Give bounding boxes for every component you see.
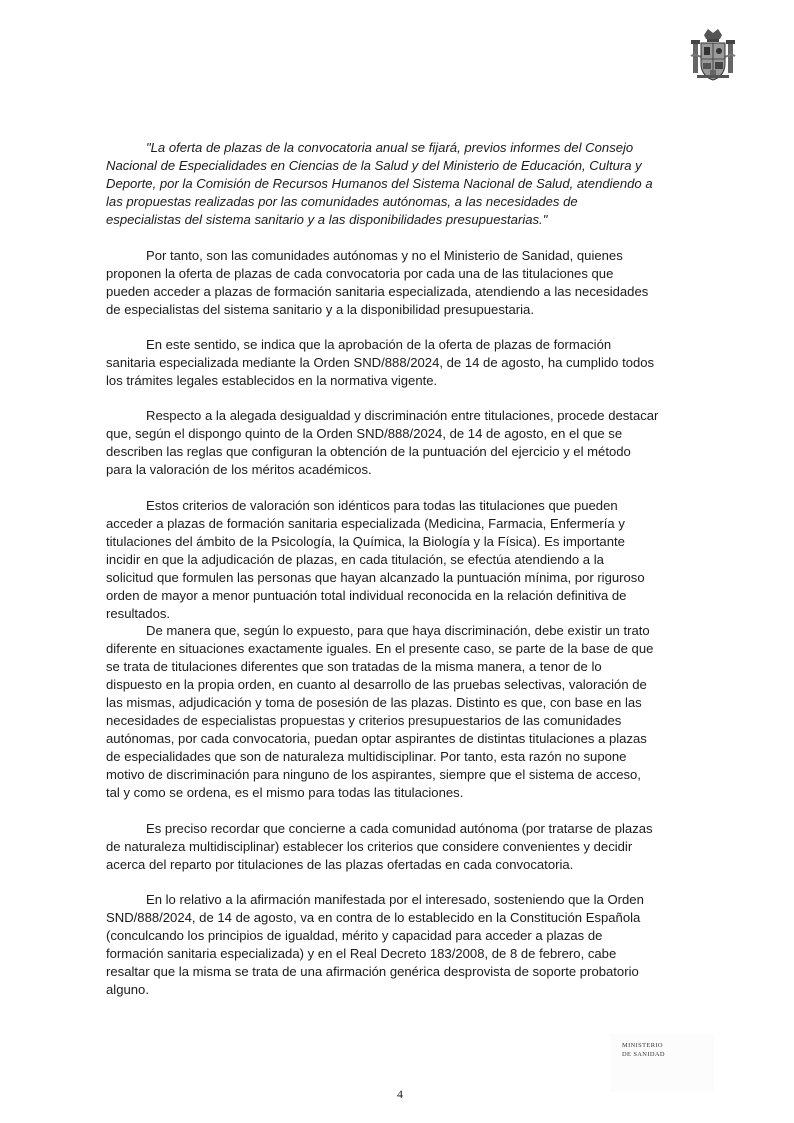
paragraph-line: Respecto a la alegada desigualdad y discriminación entre titulaciones, procede destacar xyxy=(146,408,659,423)
paragraph-line: resultados. xyxy=(106,606,171,621)
paragraph-line: se trata de titulaciones diferentes que son tratadas de la misma manera, a tenor de lo xyxy=(106,659,602,674)
paragraph-line: de especialistas del sistema sanitario y a la disponibilidad presupuestaria. xyxy=(106,302,534,317)
quote-line: especialistas del sistema sanitario y a las disponibilidades presupuestarias." xyxy=(106,212,548,227)
paragraph-line: En lo relativo a la afirmación manifestada por el interesado, sosteniendo que la Orden xyxy=(146,892,644,907)
quote-line: Nacional de Especialidades en Ciencias de la Salud y del Ministerio de Educación, Cultura y xyxy=(106,158,642,173)
paragraph-line: los trámites legales establecidos en la normativa vigente. xyxy=(106,373,438,388)
paragraph-line: necesidades de especialistas propuestas y criterios presupuestarios de las comunidades xyxy=(106,713,622,728)
paragraph-line: para la valoración de los méritos académicos. xyxy=(106,462,372,477)
paragraph-line: diferente en situaciones exactamente iguales. En el presente caso, se parte de la base de que xyxy=(106,641,654,656)
ministry-name-line: DE SANIDAD xyxy=(622,1051,665,1058)
paragraph-line: motivo de discriminación para ninguno de los aspirantes, siempre que el sistema de acceso, xyxy=(106,767,641,782)
paragraph-line: Por tanto, son las comunidades autónomas y no el Ministerio de Sanidad, quienes xyxy=(146,248,623,263)
paragraph-line: Estos criterios de valoración son idénticos para todas las titulaciones que pueden xyxy=(146,498,618,513)
paragraph-line: alguno. xyxy=(106,982,149,997)
paragraph-line: resaltar que la misma se trata de una afirmación genérica desprovista de soporte probatorio xyxy=(106,964,639,979)
ministry-signature-block xyxy=(610,1034,714,1092)
paragraph-line: incidir en que la adjudicación de plazas, en cada titulación, se efectúa atendiendo a la xyxy=(106,552,604,567)
paragraph-line: las mismas, adjudicación y toma de posesión de las plazas. Distinto es que, con base en las xyxy=(106,695,642,710)
ministry-name-line: MINISTERIO xyxy=(622,1042,663,1049)
paragraph-line: De manera que, según lo expuesto, para que haya discriminación, debe existir un trato xyxy=(146,623,650,638)
quote-line: las propuestas realizadas por las comunidades autónomas, a las necesidades de xyxy=(106,194,578,209)
paragraph-line: SND/888/2024, de 14 de agosto, va en contra de lo establecido en la Constitución Española xyxy=(106,910,641,925)
paragraph-line: solicitud que formulen las personas que hayan alcanzado la puntuación mínima, por riguroso xyxy=(106,570,645,585)
paragraph-line: orden de mayor a menor puntuación total individual reconocida en la relación definitiva de xyxy=(106,588,627,603)
page-number: 4 xyxy=(397,1087,403,1101)
paragraph-line: autónomas, por cada convocatoria, puedan optar aspirantes de distintas titulaciones a plazas xyxy=(106,731,647,746)
paragraph-line: En este sentido, se indica que la aprobación de la oferta de plazas de formación xyxy=(146,337,612,352)
quote-line: Deporte, por la Comisión de Recursos Humanos del Sistema Nacional de Salud, atendiendo a xyxy=(106,176,653,191)
paragraph-line: acceder a plazas de formación sanitaria especializada (Medicina, Farmacia, Enfermería y xyxy=(106,516,625,531)
paragraph-line: describen las reglas que configuran la obtención de la puntuación del ejercicio y el método xyxy=(106,444,631,459)
paragraph-line: pueden acceder a plazas de formación sanitaria especializada, atendiendo a las necesidades xyxy=(106,284,649,299)
paragraph-line: titulaciones del ámbito de la Psicología, la Química, la Biología y la Física). Es importante xyxy=(106,534,625,549)
paragraph-line: que, según el dispongo quinto de la Orden SND/888/2024, de 14 de agosto, en el que se xyxy=(106,426,623,441)
paragraph-line: de especialidades que son de naturaleza multidisciplinar. Por tanto, esta razón no supone xyxy=(106,749,627,764)
paragraph-line: (conculcando los principios de igualdad, mérito y capacidad para acceder a plazas de xyxy=(106,928,603,943)
quote-line: "La oferta de plazas de la convocatoria anual se fijará, previos informes del Consejo xyxy=(146,140,634,155)
paragraph-line: dispuesto en la propia orden, en cuanto al desarrollo de las pruebas selectivas, valoración de xyxy=(106,677,647,692)
paragraph-line: formación sanitaria especializada) y en el Real Decreto 183/2008, de 8 de febrero, cabe xyxy=(106,946,617,961)
paragraph-line: tal y como se ordena, es el mismo para todas las titulaciones. xyxy=(106,785,464,800)
paragraph-line: Es preciso recordar que concierne a cada comunidad autónoma (por tratarse de plazas xyxy=(146,821,653,836)
paragraph-line: sanitaria especializada mediante la Orden SND/888/2024, de 14 de agosto, ha cumplido todos xyxy=(106,355,655,370)
paragraph-line: proponen la oferta de plazas de cada convocatoria por cada una de las titulaciones que xyxy=(106,266,614,281)
coat-of-arms-icon xyxy=(689,26,737,82)
paragraph-line: de naturaleza multidisciplinar) establecer los criterios que considere convenientes y decidir xyxy=(106,839,633,854)
paragraph-line: acerca del reparto por titulaciones de las plazas ofertadas en cada convocatoria. xyxy=(106,857,574,872)
